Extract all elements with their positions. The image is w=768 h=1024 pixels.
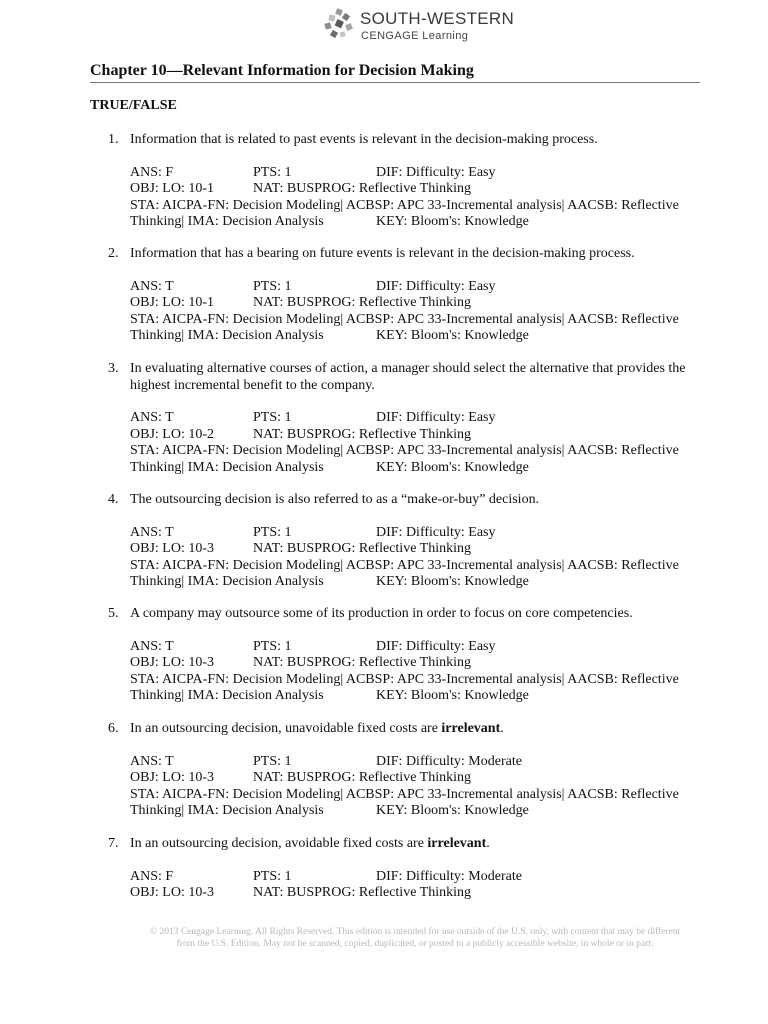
copyright-footer xyxy=(110,926,720,950)
question-number: 5. xyxy=(108,606,119,621)
points-field: PTS: 1 xyxy=(253,278,292,294)
meta-row xyxy=(130,198,708,215)
objective-field: OBJ: LO: 10-3 xyxy=(130,541,214,556)
answer-metadata xyxy=(130,754,708,820)
question-stem xyxy=(130,721,708,738)
stem-bold-text: irrelevant xyxy=(441,721,501,736)
question-item xyxy=(108,836,708,902)
nat-field: NAT: BUSPROG: Reflective Thinking xyxy=(253,541,471,556)
stem-text-end: . xyxy=(486,836,490,851)
question-body xyxy=(130,721,708,820)
stem-text: Information that is related to past events is relevant in the decision-making process. xyxy=(130,132,598,147)
difficulty-field: DIF: Difficulty: Moderate xyxy=(376,868,522,884)
standards-field-cont: Thinking| IMA: Decision Analysis xyxy=(130,803,324,818)
meta-row xyxy=(130,770,708,787)
question-body xyxy=(130,606,708,705)
difficulty-field: DIF: Difficulty: Easy xyxy=(376,524,496,540)
points-field: PTS: 1 xyxy=(253,638,292,654)
points-field: PTS: 1 xyxy=(253,410,292,425)
question-number: 7. xyxy=(108,836,119,851)
key-field: KEY: Bloom's: Knowledge xyxy=(376,803,529,818)
key-field: KEY: Bloom's: Knowledge xyxy=(376,328,529,343)
answer-field: ANS: T xyxy=(130,638,174,654)
key-field: KEY: Bloom's: Knowledge xyxy=(376,214,529,229)
difficulty-field: DIF: Difficulty: Easy xyxy=(376,638,496,654)
meta-row xyxy=(130,869,708,886)
key-field: KEY: Bloom's: Knowledge xyxy=(376,574,529,589)
question-item xyxy=(108,361,708,476)
meta-row xyxy=(130,328,708,345)
answer-metadata xyxy=(130,869,708,902)
publisher-logo xyxy=(322,8,522,44)
meta-row xyxy=(130,787,708,804)
difficulty-field: DIF: Difficulty: Moderate xyxy=(376,753,522,769)
meta-row xyxy=(130,443,708,460)
question-stem xyxy=(130,361,708,394)
stem-text: In evaluating alternative courses of action, a manager should select the alternative that provides the highest incremental benefit to the company. xyxy=(130,361,686,393)
stem-text: In an outsourcing decision, unavoidable fixed costs are xyxy=(130,721,442,736)
objective-field: OBJ: LO: 10-1 xyxy=(130,181,214,196)
points-field: PTS: 1 xyxy=(253,868,292,884)
stem-text: A company may outsource some of its production in order to focus on core competencies. xyxy=(130,606,633,621)
meta-row xyxy=(130,803,708,820)
meta-row xyxy=(130,574,708,591)
footer-line: from the U.S. Edition. May not be scanned, copied, duplicated, or posted to a publicly accessible website, in whole or in part. xyxy=(176,939,654,949)
answer-field: ANS: T xyxy=(130,524,174,540)
meta-row xyxy=(130,165,708,182)
meta-row xyxy=(130,181,708,198)
question-stem xyxy=(130,132,708,149)
answer-field: ANS: T xyxy=(130,410,174,425)
answer-field: ANS: F xyxy=(130,868,174,884)
objective-field: OBJ: LO: 10-2 xyxy=(130,426,214,442)
meta-row xyxy=(130,427,708,444)
meta-row xyxy=(130,460,708,477)
nat-field: NAT: BUSPROG: Reflective Thinking xyxy=(253,426,471,442)
stem-bold-text: irrelevant xyxy=(427,836,487,851)
section-heading: TRUE/FALSE xyxy=(90,98,177,113)
question-item xyxy=(108,132,708,231)
standards-field: STA: AICPA-FN: Decision Modeling| ACBSP: APC 33-Incremental analysis| AACSB: Reflective xyxy=(130,311,679,327)
meta-row xyxy=(130,688,708,705)
answer-metadata xyxy=(130,165,708,231)
question-number: 3. xyxy=(108,361,119,376)
logo-subtext: CENGAGE Learning xyxy=(361,30,469,42)
standards-field: STA: AICPA-FN: Decision Modeling| ACBSP: APC 33-Incremental analysis| AACSB: Reflective xyxy=(130,197,679,213)
title-divider xyxy=(90,82,700,83)
key-field: KEY: Bloom's: Knowledge xyxy=(376,459,529,475)
meta-row xyxy=(130,214,708,231)
points-field: PTS: 1 xyxy=(253,753,292,769)
meta-row xyxy=(130,754,708,771)
answer-field: ANS: T xyxy=(130,753,174,769)
footer-line: © 2013 Cengage Learning. All Rights Reserved. This edition is intended for use outside of the U.S. only, with content that may be different xyxy=(149,927,681,937)
answer-metadata xyxy=(130,639,708,705)
answer-field: ANS: F xyxy=(130,164,174,180)
question-stem xyxy=(130,836,708,853)
meta-row xyxy=(130,672,708,689)
objective-field: OBJ: LO: 10-3 xyxy=(130,885,214,900)
answer-metadata xyxy=(130,279,708,345)
stem-text: Information that has a bearing on future events is relevant in the decision-making process. xyxy=(130,246,635,261)
standards-field: STA: AICPA-FN: Decision Modeling| ACBSP: APC 33-Incremental analysis| AACSB: Reflective xyxy=(130,786,679,802)
meta-row xyxy=(130,885,708,902)
answer-metadata xyxy=(130,410,708,476)
meta-row xyxy=(130,558,708,575)
question-item xyxy=(108,721,708,820)
meta-row xyxy=(130,541,708,558)
logo-wordmark: SOUTH-WESTERN xyxy=(360,9,515,28)
stem-text: The outsourcing decision is also referred to as a “make-or-buy” decision. xyxy=(130,492,540,507)
question-body xyxy=(130,246,708,345)
question-item xyxy=(108,246,708,345)
objective-field: OBJ: LO: 10-1 xyxy=(130,295,214,310)
standards-field: STA: AICPA-FN: Decision Modeling| ACBSP: APC 33-Incremental analysis| AACSB: Reflective xyxy=(130,671,679,687)
question-number: 4. xyxy=(108,492,119,507)
question-body xyxy=(130,492,708,591)
question-body xyxy=(130,361,708,476)
points-field: PTS: 1 xyxy=(253,164,292,180)
key-field: KEY: Bloom's: Knowledge xyxy=(376,688,529,703)
chapter-title: Chapter 10—Relevant Information for Decision Making xyxy=(90,62,474,79)
standards-field-cont: Thinking| IMA: Decision Analysis xyxy=(130,574,324,589)
meta-row xyxy=(130,525,708,542)
standards-field-cont: Thinking| IMA: Decision Analysis xyxy=(130,214,324,229)
objective-field: OBJ: LO: 10-3 xyxy=(130,770,214,785)
nat-field: NAT: BUSPROG: Reflective Thinking xyxy=(253,885,471,900)
nat-field: NAT: BUSPROG: Reflective Thinking xyxy=(253,295,471,310)
question-number: 1. xyxy=(108,132,119,147)
standards-field-cont: Thinking| IMA: Decision Analysis xyxy=(130,688,324,703)
meta-row xyxy=(130,639,708,656)
question-stem xyxy=(130,246,708,263)
stem-text-end: . xyxy=(500,721,504,736)
question-stem xyxy=(130,606,708,623)
meta-row xyxy=(130,655,708,672)
stem-text: In an outsourcing decision, avoidable fixed costs are xyxy=(130,836,428,851)
meta-row xyxy=(130,279,708,296)
difficulty-field: DIF: Difficulty: Easy xyxy=(376,410,496,425)
standards-field: STA: AICPA-FN: Decision Modeling| ACBSP: APC 33-Incremental analysis| AACSB: Reflective xyxy=(130,443,679,458)
standards-field-cont: Thinking| IMA: Decision Analysis xyxy=(130,328,324,343)
cengage-mark-icon xyxy=(322,8,356,42)
nat-field: NAT: BUSPROG: Reflective Thinking xyxy=(253,181,471,196)
standards-field: STA: AICPA-FN: Decision Modeling| ACBSP: APC 33-Incremental analysis| AACSB: Reflective xyxy=(130,557,679,573)
points-field: PTS: 1 xyxy=(253,524,292,540)
objective-field: OBJ: LO: 10-3 xyxy=(130,655,214,670)
standards-field-cont: Thinking| IMA: Decision Analysis xyxy=(130,459,324,475)
question-item xyxy=(108,492,708,591)
answer-metadata xyxy=(130,525,708,591)
meta-row xyxy=(130,410,708,427)
meta-row xyxy=(130,295,708,312)
question-body xyxy=(130,132,708,231)
question-stem xyxy=(130,492,708,509)
nat-field: NAT: BUSPROG: Reflective Thinking xyxy=(253,770,471,785)
meta-row xyxy=(130,312,708,329)
nat-field: NAT: BUSPROG: Reflective Thinking xyxy=(253,655,471,670)
question-number: 6. xyxy=(108,721,119,736)
difficulty-field: DIF: Difficulty: Easy xyxy=(376,278,496,294)
difficulty-field: DIF: Difficulty: Easy xyxy=(376,164,496,180)
question-number: 2. xyxy=(108,246,119,261)
question-body xyxy=(130,836,708,902)
answer-field: ANS: T xyxy=(130,278,174,294)
question-item xyxy=(108,606,708,705)
